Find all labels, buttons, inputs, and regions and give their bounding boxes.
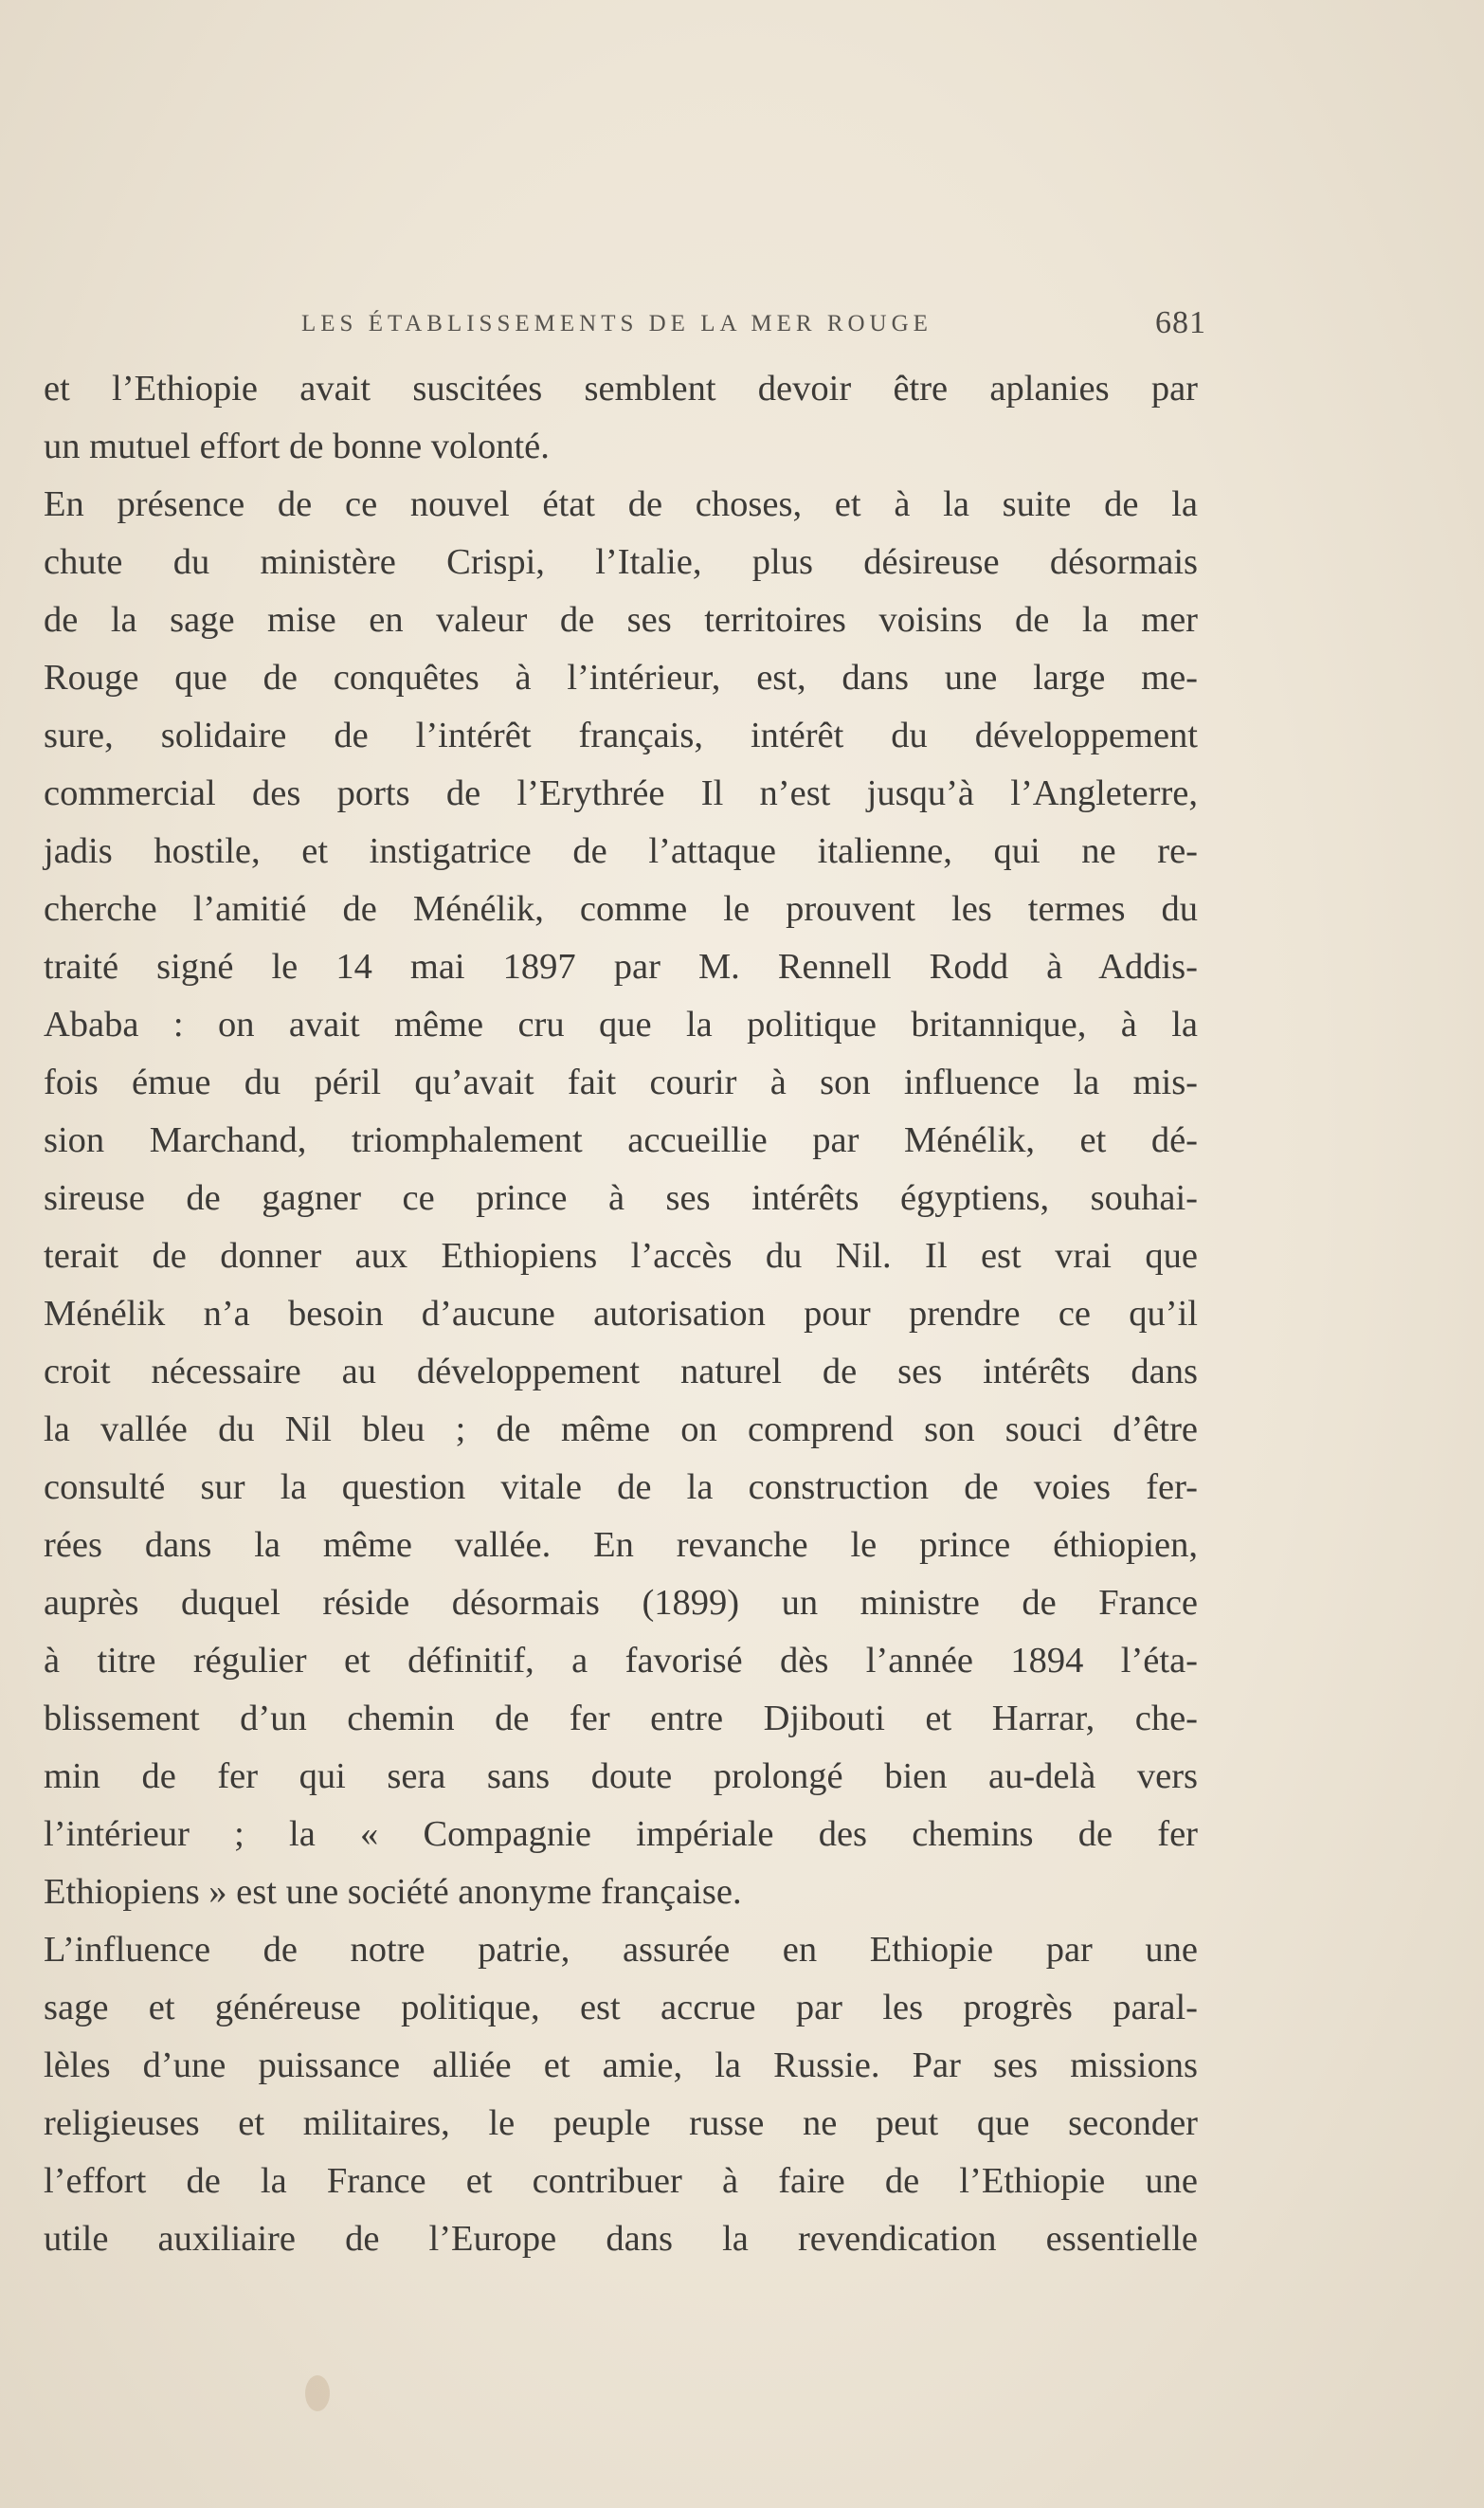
text-line: terait de donner aux Ethiopiens l’accès du Nil. Il est vrai que bbox=[44, 1236, 1198, 1276]
text-line: sage et généreuse politique, est accrue par les progrès paral- bbox=[44, 1988, 1198, 2027]
text-line: de la sage mise en valeur de ses territoires voisins de la mer bbox=[44, 600, 1198, 640]
text-line: un mutuel effort de bonne volonté. bbox=[44, 427, 550, 466]
text-line: rées dans la même vallée. En revanche le prince éthiopien, bbox=[44, 1525, 1198, 1565]
text-line: consulté sur la question vitale de la construction de voies fer- bbox=[44, 1467, 1198, 1507]
text-line: lèles d’une puissance alliée et amie, la Russie. Par ses missions bbox=[44, 2045, 1198, 2085]
text-line: Ethiopiens » est une société anonyme française. bbox=[44, 1872, 742, 1912]
text-line: jadis hostile, et instigatrice de l’attaque italienne, qui ne re- bbox=[44, 831, 1198, 871]
text-line: utile auxiliaire de l’Europe dans la revendication essentielle bbox=[44, 2219, 1198, 2259]
text-line: cherche l’amitié de Ménélik, comme le prouvent les termes du bbox=[44, 889, 1198, 929]
text-line: à titre régulier et définitif, a favorisé dès l’année 1894 l’éta- bbox=[44, 1641, 1198, 1681]
text-line: Ababa : on avait même cru que la politique britannique, à la bbox=[44, 1005, 1198, 1045]
text-line: l’intérieur ; la « Compagnie impériale des chemins de fer bbox=[44, 1814, 1198, 1854]
text-line: sure, solidaire de l’intérêt français, intérêt du développement bbox=[44, 716, 1198, 755]
paper-stain bbox=[305, 2375, 330, 2411]
text-line: sireuse de gagner ce prince à ses intérêts égyptiens, souhai- bbox=[44, 1178, 1198, 1218]
text-line: croit nécessaire au développement naturel de ses intérêts dans bbox=[44, 1352, 1198, 1391]
text-line: chute du ministère Crispi, l’Italie, plus désireuse désormais bbox=[44, 542, 1198, 582]
text-line: blissement d’un chemin de fer entre Djibouti et Harrar, che- bbox=[44, 1699, 1198, 1738]
running-title: LES ÉTABLISSEMENTS DE LA MER ROUGE bbox=[301, 311, 932, 336]
page-number: 681 bbox=[1155, 305, 1206, 340]
text-line: Ménélik n’a besoin d’aucune autorisation pour prendre ce qu’il bbox=[44, 1294, 1198, 1334]
text-line: la vallée du Nil bleu ; de même on comprend son souci d’être bbox=[44, 1409, 1198, 1449]
text-line: min de fer qui sera sans doute prolongé bien au-delà vers bbox=[44, 1756, 1198, 1796]
text-line: l’effort de la France et contribuer à faire de l’Ethiopie une bbox=[44, 2161, 1198, 2201]
text-line: L’influence de notre patrie, assurée en Ethiopie par une bbox=[44, 1930, 1198, 1970]
text-line: sion Marchand, triomphalement accueillie par Ménélik, et dé- bbox=[44, 1120, 1198, 1160]
text-line: Rouge que de conquêtes à l’intérieur, est, dans une large me- bbox=[44, 658, 1198, 698]
text-line: auprès duquel réside désormais (1899) un ministre de France bbox=[44, 1583, 1198, 1623]
text-line: religieuses et militaires, le peuple russe ne peut que seconder bbox=[44, 2103, 1198, 2143]
text-line: En présence de ce nouvel état de choses, et à la suite de la bbox=[44, 484, 1198, 524]
body-text bbox=[44, 360, 1198, 2268]
text-line: fois émue du péril qu’avait fait courir à son influence la mis- bbox=[44, 1063, 1198, 1102]
text-line: commercial des ports de l’Erythrée Il n’est jusqu’à l’Angleterre, bbox=[44, 773, 1198, 813]
text-line: et l’Ethiopie avait suscitées semblent devoir être aplanies par bbox=[44, 369, 1198, 409]
text-line: traité signé le 14 mai 1897 par M. Rennell Rodd à Addis- bbox=[44, 947, 1198, 987]
running-head bbox=[301, 305, 1206, 347]
